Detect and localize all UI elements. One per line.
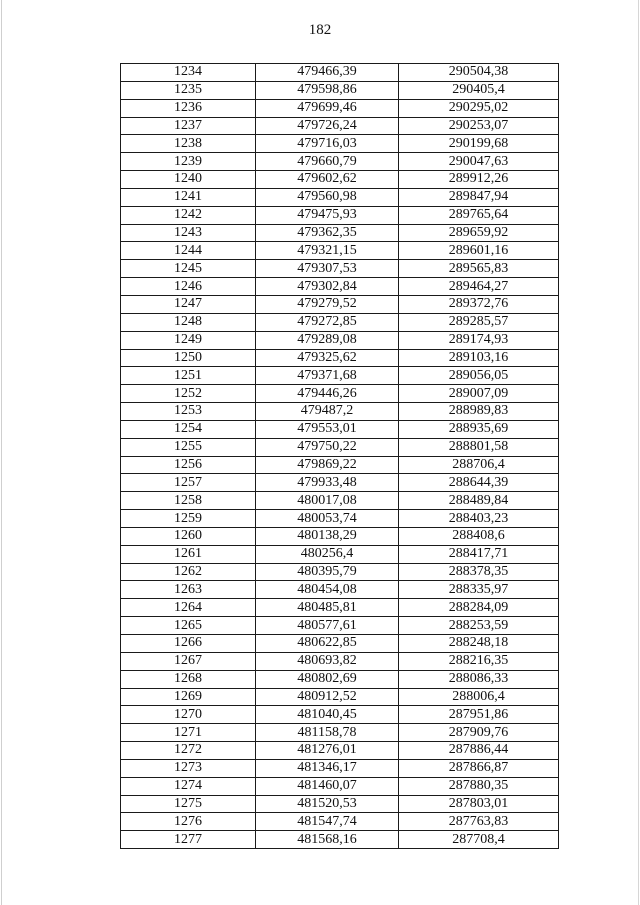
x-coordinate-cell: 479279,52 bbox=[256, 295, 399, 313]
point-number-cell: 1234 bbox=[121, 64, 256, 82]
x-coordinate-cell: 480485,81 bbox=[256, 599, 399, 617]
table-row bbox=[121, 510, 559, 528]
x-coordinate-cell: 481547,74 bbox=[256, 813, 399, 831]
point-number-cell: 1244 bbox=[121, 242, 256, 260]
table-row bbox=[121, 456, 559, 474]
x-coordinate-cell: 480454,08 bbox=[256, 581, 399, 599]
y-coordinate-cell: 290405,4 bbox=[399, 81, 559, 99]
y-coordinate-cell: 287909,76 bbox=[399, 724, 559, 742]
point-number-cell: 1245 bbox=[121, 260, 256, 278]
y-coordinate-cell: 288989,83 bbox=[399, 403, 559, 421]
table-row bbox=[121, 795, 559, 813]
table-row bbox=[121, 403, 559, 421]
y-coordinate-cell: 288644,39 bbox=[399, 474, 559, 492]
point-number-cell: 1240 bbox=[121, 171, 256, 189]
y-coordinate-cell: 290199,68 bbox=[399, 135, 559, 153]
x-coordinate-cell: 480802,69 bbox=[256, 670, 399, 688]
point-number-cell: 1256 bbox=[121, 456, 256, 474]
point-number-cell: 1258 bbox=[121, 492, 256, 510]
table-row bbox=[121, 295, 559, 313]
point-number-cell: 1268 bbox=[121, 670, 256, 688]
y-coordinate-cell: 288086,33 bbox=[399, 670, 559, 688]
point-number-cell: 1252 bbox=[121, 385, 256, 403]
point-number-cell: 1263 bbox=[121, 581, 256, 599]
table-row bbox=[121, 331, 559, 349]
x-coordinate-cell: 479699,46 bbox=[256, 99, 399, 117]
table-row bbox=[121, 688, 559, 706]
x-coordinate-cell: 479660,79 bbox=[256, 153, 399, 171]
table-row bbox=[121, 777, 559, 795]
point-number-cell: 1266 bbox=[121, 635, 256, 653]
point-number-cell: 1257 bbox=[121, 474, 256, 492]
point-number-cell: 1242 bbox=[121, 206, 256, 224]
y-coordinate-cell: 288335,97 bbox=[399, 581, 559, 599]
coordinates-table-body bbox=[121, 64, 559, 849]
y-coordinate-cell: 288489,84 bbox=[399, 492, 559, 510]
table-row bbox=[121, 438, 559, 456]
x-coordinate-cell: 481040,45 bbox=[256, 706, 399, 724]
y-coordinate-cell: 289285,57 bbox=[399, 313, 559, 331]
y-coordinate-cell: 287886,44 bbox=[399, 742, 559, 760]
x-coordinate-cell: 481568,16 bbox=[256, 831, 399, 849]
table-row bbox=[121, 813, 559, 831]
y-coordinate-cell: 288408,6 bbox=[399, 527, 559, 545]
y-coordinate-cell: 290504,38 bbox=[399, 64, 559, 82]
table-row bbox=[121, 135, 559, 153]
y-coordinate-cell: 289007,09 bbox=[399, 385, 559, 403]
table-row bbox=[121, 599, 559, 617]
table-row bbox=[121, 278, 559, 296]
x-coordinate-cell: 480395,79 bbox=[256, 563, 399, 581]
point-number-cell: 1267 bbox=[121, 652, 256, 670]
x-coordinate-cell: 479362,35 bbox=[256, 224, 399, 242]
point-number-cell: 1247 bbox=[121, 295, 256, 313]
coordinates-table bbox=[120, 63, 559, 849]
x-coordinate-cell: 481276,01 bbox=[256, 742, 399, 760]
table-row bbox=[121, 563, 559, 581]
point-number-cell: 1239 bbox=[121, 153, 256, 171]
page-number: 182 bbox=[308, 22, 332, 38]
x-coordinate-cell: 479487,2 bbox=[256, 403, 399, 421]
x-coordinate-cell: 479466,39 bbox=[256, 64, 399, 82]
table-row bbox=[121, 64, 559, 82]
y-coordinate-cell: 289103,16 bbox=[399, 349, 559, 367]
table-row bbox=[121, 260, 559, 278]
x-coordinate-cell: 479325,62 bbox=[256, 349, 399, 367]
y-coordinate-cell: 289847,94 bbox=[399, 188, 559, 206]
table-row bbox=[121, 545, 559, 563]
table-row bbox=[121, 492, 559, 510]
y-coordinate-cell: 288801,58 bbox=[399, 438, 559, 456]
x-coordinate-cell: 480017,08 bbox=[256, 492, 399, 510]
table-row bbox=[121, 171, 559, 189]
point-number-cell: 1273 bbox=[121, 759, 256, 777]
x-coordinate-cell: 479869,22 bbox=[256, 456, 399, 474]
y-coordinate-cell: 287951,86 bbox=[399, 706, 559, 724]
point-number-cell: 1272 bbox=[121, 742, 256, 760]
x-coordinate-cell: 480622,85 bbox=[256, 635, 399, 653]
x-coordinate-cell: 479598,86 bbox=[256, 81, 399, 99]
point-number-cell: 1274 bbox=[121, 777, 256, 795]
y-coordinate-cell: 287708,4 bbox=[399, 831, 559, 849]
point-number-cell: 1259 bbox=[121, 510, 256, 528]
point-number-cell: 1265 bbox=[121, 617, 256, 635]
x-coordinate-cell: 481346,17 bbox=[256, 759, 399, 777]
y-coordinate-cell: 289372,76 bbox=[399, 295, 559, 313]
point-number-cell: 1277 bbox=[121, 831, 256, 849]
table-row bbox=[121, 742, 559, 760]
y-coordinate-cell: 290253,07 bbox=[399, 117, 559, 135]
y-coordinate-cell: 287763,83 bbox=[399, 813, 559, 831]
y-coordinate-cell: 288006,4 bbox=[399, 688, 559, 706]
y-coordinate-cell: 288248,18 bbox=[399, 635, 559, 653]
table-row bbox=[121, 652, 559, 670]
x-coordinate-cell: 479553,01 bbox=[256, 420, 399, 438]
table-row bbox=[121, 527, 559, 545]
point-number-cell: 1246 bbox=[121, 278, 256, 296]
x-coordinate-cell: 481158,78 bbox=[256, 724, 399, 742]
x-coordinate-cell: 479750,22 bbox=[256, 438, 399, 456]
table-row bbox=[121, 206, 559, 224]
x-coordinate-cell: 480693,82 bbox=[256, 652, 399, 670]
point-number-cell: 1238 bbox=[121, 135, 256, 153]
x-coordinate-cell: 479302,84 bbox=[256, 278, 399, 296]
table-row bbox=[121, 385, 559, 403]
y-coordinate-cell: 289601,16 bbox=[399, 242, 559, 260]
point-number-cell: 1275 bbox=[121, 795, 256, 813]
x-coordinate-cell: 479307,53 bbox=[256, 260, 399, 278]
point-number-cell: 1262 bbox=[121, 563, 256, 581]
y-coordinate-cell: 289565,83 bbox=[399, 260, 559, 278]
x-coordinate-cell: 479716,03 bbox=[256, 135, 399, 153]
x-coordinate-cell: 480256,4 bbox=[256, 545, 399, 563]
y-coordinate-cell: 290047,63 bbox=[399, 153, 559, 171]
x-coordinate-cell: 479321,15 bbox=[256, 242, 399, 260]
x-coordinate-cell: 479475,93 bbox=[256, 206, 399, 224]
point-number-cell: 1243 bbox=[121, 224, 256, 242]
point-number-cell: 1271 bbox=[121, 724, 256, 742]
point-number-cell: 1251 bbox=[121, 367, 256, 385]
table-row bbox=[121, 420, 559, 438]
point-number-cell: 1253 bbox=[121, 403, 256, 421]
table-row bbox=[121, 759, 559, 777]
y-coordinate-cell: 288417,71 bbox=[399, 545, 559, 563]
table-row bbox=[121, 153, 559, 171]
x-coordinate-cell: 481520,53 bbox=[256, 795, 399, 813]
point-number-cell: 1241 bbox=[121, 188, 256, 206]
point-number-cell: 1254 bbox=[121, 420, 256, 438]
scan-edge-left bbox=[1, 0, 2, 905]
y-coordinate-cell: 289464,27 bbox=[399, 278, 559, 296]
point-number-cell: 1248 bbox=[121, 313, 256, 331]
point-number-cell: 1276 bbox=[121, 813, 256, 831]
point-number-cell: 1236 bbox=[121, 99, 256, 117]
x-coordinate-cell: 479272,85 bbox=[256, 313, 399, 331]
point-number-cell: 1249 bbox=[121, 331, 256, 349]
y-coordinate-cell: 287880,35 bbox=[399, 777, 559, 795]
point-number-cell: 1235 bbox=[121, 81, 256, 99]
x-coordinate-cell: 479446,26 bbox=[256, 385, 399, 403]
y-coordinate-cell: 289174,93 bbox=[399, 331, 559, 349]
point-number-cell: 1260 bbox=[121, 527, 256, 545]
y-coordinate-cell: 289765,64 bbox=[399, 206, 559, 224]
point-number-cell: 1237 bbox=[121, 117, 256, 135]
point-number-cell: 1270 bbox=[121, 706, 256, 724]
y-coordinate-cell: 287803,01 bbox=[399, 795, 559, 813]
x-coordinate-cell: 480138,29 bbox=[256, 527, 399, 545]
x-coordinate-cell: 480912,52 bbox=[256, 688, 399, 706]
point-number-cell: 1255 bbox=[121, 438, 256, 456]
x-coordinate-cell: 479602,62 bbox=[256, 171, 399, 189]
y-coordinate-cell: 288253,59 bbox=[399, 617, 559, 635]
table-row bbox=[121, 635, 559, 653]
point-number-cell: 1269 bbox=[121, 688, 256, 706]
x-coordinate-cell: 479289,08 bbox=[256, 331, 399, 349]
y-coordinate-cell: 288216,35 bbox=[399, 652, 559, 670]
y-coordinate-cell: 289056,05 bbox=[399, 367, 559, 385]
table-row bbox=[121, 706, 559, 724]
table-row bbox=[121, 349, 559, 367]
point-number-cell: 1261 bbox=[121, 545, 256, 563]
table-row bbox=[121, 617, 559, 635]
y-coordinate-cell: 289659,92 bbox=[399, 224, 559, 242]
y-coordinate-cell: 288706,4 bbox=[399, 456, 559, 474]
y-coordinate-cell: 288284,09 bbox=[399, 599, 559, 617]
table-row bbox=[121, 99, 559, 117]
x-coordinate-cell: 479726,24 bbox=[256, 117, 399, 135]
point-number-cell: 1250 bbox=[121, 349, 256, 367]
table-row bbox=[121, 581, 559, 599]
table-row bbox=[121, 188, 559, 206]
table-row bbox=[121, 367, 559, 385]
table-row bbox=[121, 242, 559, 260]
y-coordinate-cell: 287866,87 bbox=[399, 759, 559, 777]
table-row bbox=[121, 81, 559, 99]
y-coordinate-cell: 290295,02 bbox=[399, 99, 559, 117]
x-coordinate-cell: 480053,74 bbox=[256, 510, 399, 528]
table-row bbox=[121, 224, 559, 242]
table-row bbox=[121, 670, 559, 688]
y-coordinate-cell: 288935,69 bbox=[399, 420, 559, 438]
point-number-cell: 1264 bbox=[121, 599, 256, 617]
x-coordinate-cell: 479371,68 bbox=[256, 367, 399, 385]
y-coordinate-cell: 288378,35 bbox=[399, 563, 559, 581]
table-row bbox=[121, 117, 559, 135]
x-coordinate-cell: 479933,48 bbox=[256, 474, 399, 492]
scan-edge-right bbox=[638, 0, 639, 905]
y-coordinate-cell: 288403,23 bbox=[399, 510, 559, 528]
table-row bbox=[121, 313, 559, 331]
y-coordinate-cell: 289912,26 bbox=[399, 171, 559, 189]
table-row bbox=[121, 724, 559, 742]
table-row bbox=[121, 831, 559, 849]
table-row bbox=[121, 474, 559, 492]
x-coordinate-cell: 481460,07 bbox=[256, 777, 399, 795]
x-coordinate-cell: 479560,98 bbox=[256, 188, 399, 206]
x-coordinate-cell: 480577,61 bbox=[256, 617, 399, 635]
